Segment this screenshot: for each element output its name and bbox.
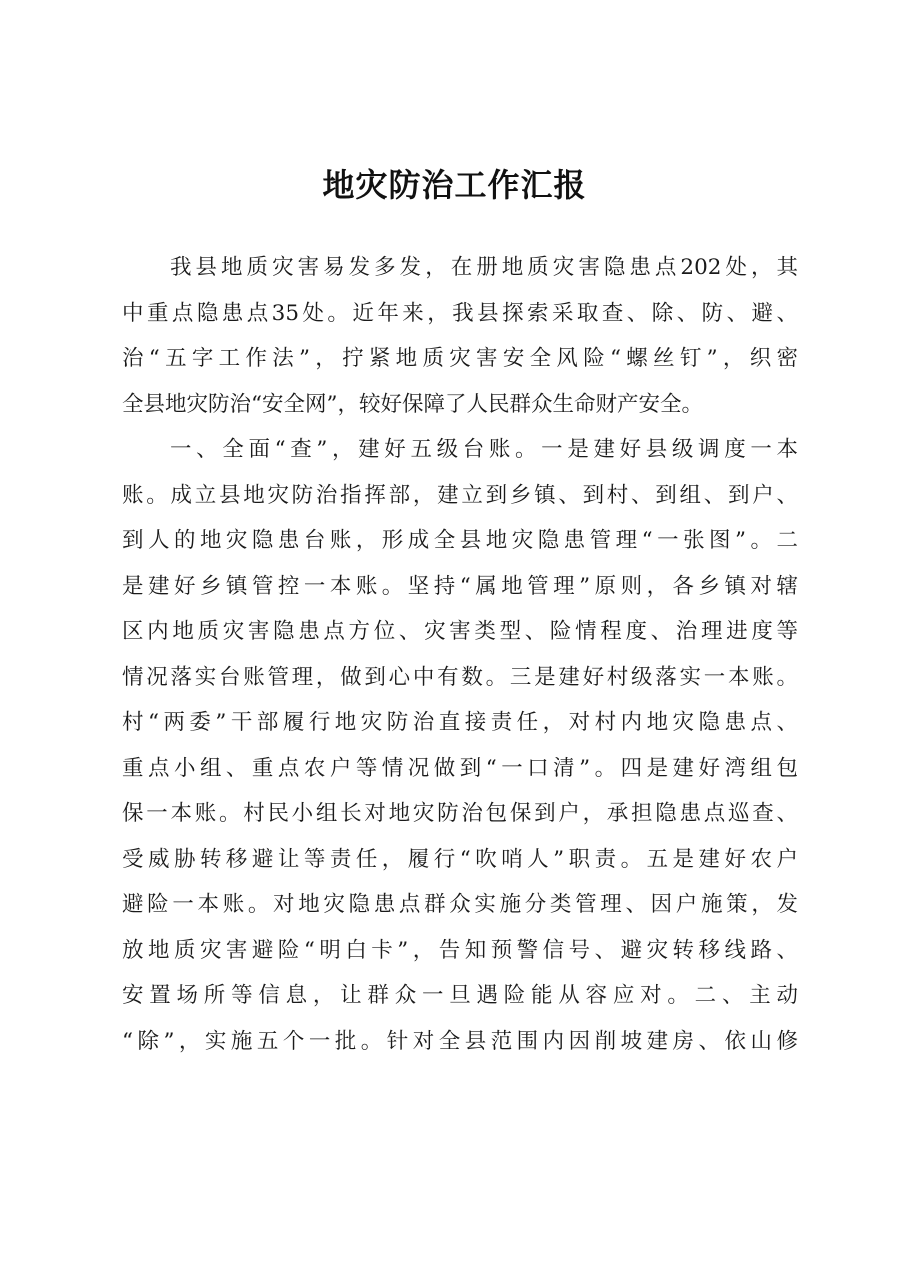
body-line: 我县地质灾害易发多发，在册地质灾害隐患点202处，其	[170, 255, 798, 280]
body-line: 中重点隐患点35处。近年来，我县探索采取查、除、防、避、	[122, 300, 798, 326]
body-line: 保一本账。村民小组长对地灾防治包保到户，承担隐患点巡查、	[122, 801, 798, 826]
body-line: 治“五字工作法”，拧紧地质灾害安全风险“螺丝钉”，织密	[122, 346, 798, 371]
body-line: 避险一本账。对地灾隐患点群众实施分类管理、因户施策，发	[122, 892, 798, 917]
document-title: 地灾防治工作汇报	[322, 166, 587, 204]
body-line: 受威胁转移避让等责任，履行“吹哨人”职责。五是建好农户	[122, 846, 798, 872]
body-line: 安置场所等信息，让群众一旦遇险能从容应对。二、主动	[122, 983, 798, 1008]
body-line: 是建好乡镇管控一本账。坚持“属地管理”原则，各乡镇对辖	[122, 573, 798, 599]
body-line: “除”，实施五个一批。针对全县范围内因削坡建房、依山修	[122, 1028, 798, 1054]
body-line: 全县地灾防治“安全网”，较好保障了人民群众生命财产安全。	[122, 391, 703, 417]
body-line: 情况落实台账管理，做到心中有数。三是建好村级落实一本账。	[122, 664, 798, 690]
body-line: 一、全面“查”，建好五级台账。一是建好县级调度一本	[170, 437, 798, 462]
body-line: 重点小组、重点农户等情况做到“一口清”。四是建好湾组包	[122, 755, 798, 781]
body-line: 放地质灾害避险“明白卡”，告知预警信号、避灾转移线路、	[122, 937, 798, 963]
document-body	[122, 245, 798, 1064]
body-line: 区内地质灾害隐患点方位、灾害类型、险情程度、治理进度等	[122, 619, 798, 644]
body-line: 村“两委”干部履行地灾防治直接责任，对村内地灾隐患点、	[122, 710, 798, 735]
body-line: 账。成立县地灾防治指挥部，建立到乡镇、到村、到组、到户、	[122, 482, 798, 508]
body-line: 到人的地灾隐患台账，形成全县地灾隐患管理“一张图”。二	[122, 528, 798, 553]
